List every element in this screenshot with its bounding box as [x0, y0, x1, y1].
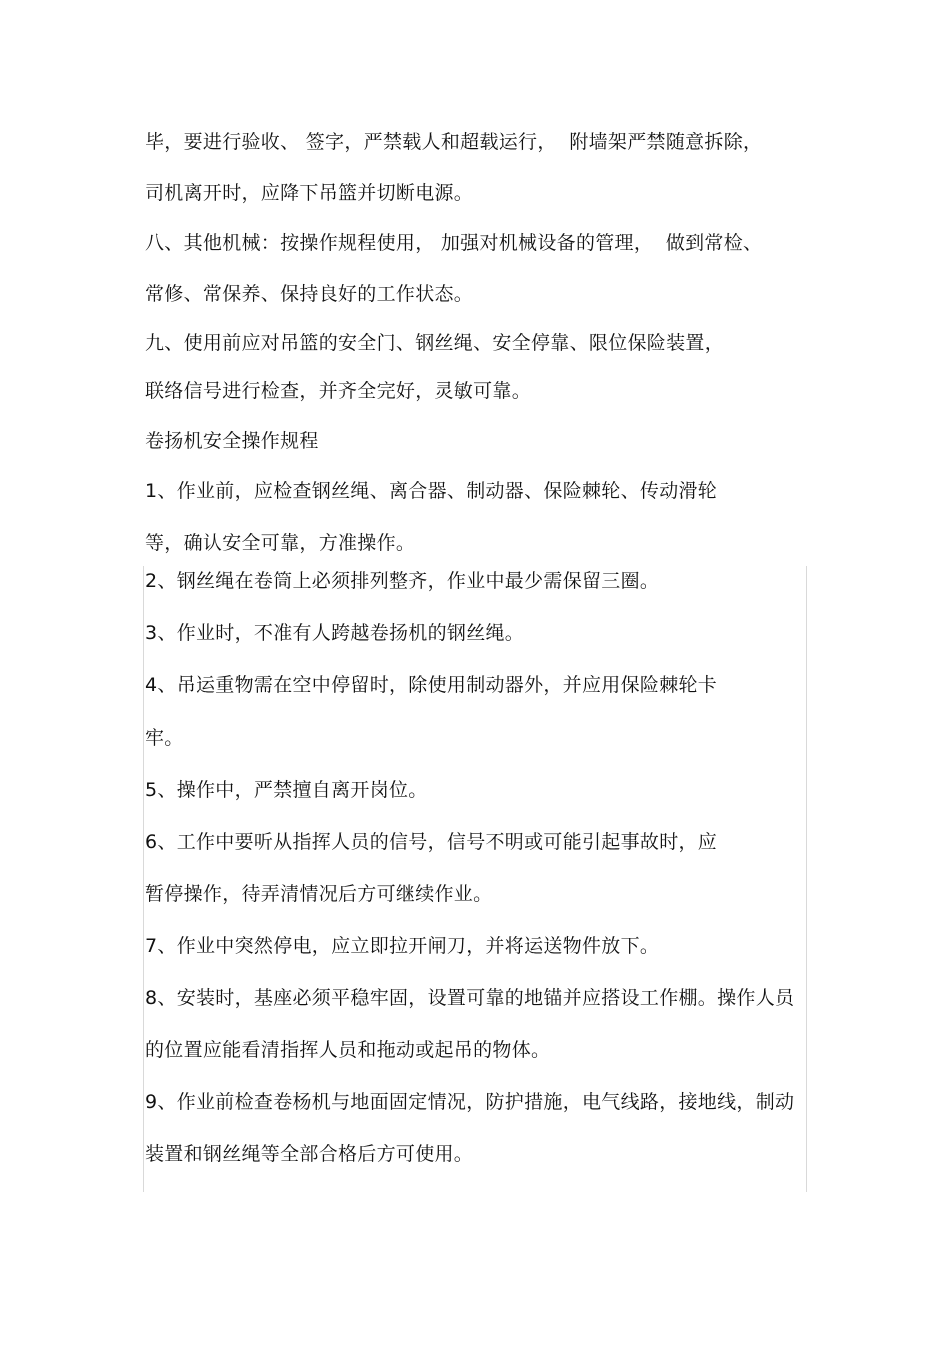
text-line: 6、工作中要听从指挥人员的信号，信号不明或可能引起事故时，应 — [145, 831, 718, 853]
text-line: 4、吊运重物需在空中停留时，除使用制动器外，并应用保险棘轮卡 — [145, 674, 718, 696]
right-margin-rule — [806, 566, 807, 1192]
text-line: 八、其他机械：按操作规程使用， 加强对机械设备的管理， 做到常检、 — [145, 232, 763, 254]
text-line: 暂停操作，待弄清情况后方可继续作业。 — [145, 883, 493, 905]
text-line: 2、钢丝绳在卷筒上必须排列整齐，作业中最少需保留三圈。 — [145, 570, 660, 592]
text-line: 1、作业前，应检查钢丝绳、离合器、制动器、保险棘轮、传动滑轮 — [145, 480, 718, 502]
text-line: 5、操作中，严禁擅自离开岗位。 — [145, 779, 428, 801]
text-line: 的位置应能看清指挥人员和拖动或起吊的物体。 — [145, 1039, 551, 1061]
text-line: 7、作业中突然停电，应立即拉开闸刀，并将运送物件放下。 — [145, 935, 660, 957]
section-heading: 卷扬机安全操作规程 — [145, 430, 319, 452]
text-line: 装置和钢丝绳等全部合格后方可使用。 — [145, 1143, 474, 1165]
text-line: 牢。 — [145, 727, 184, 749]
left-margin-rule — [143, 566, 144, 1192]
text-line: 等，确认安全可靠，方准操作。 — [145, 532, 416, 554]
text-line: 联络信号进行检查，并齐全完好，灵敏可靠。 — [145, 380, 532, 402]
text-line: 九、使用前应对吊篮的安全门、钢丝绳、安全停靠、限位保险装置， — [145, 332, 725, 354]
text-line: 8、安装时，基座必须平稳牢固，设置可靠的地锚并应搭设工作棚。操作人员 — [145, 987, 795, 1009]
text-line: 毕，要进行验收、 签字，严禁载人和超载运行， 附墙架严禁随意拆除， — [145, 131, 763, 153]
text-line: 9、作业前检查卷杨机与地面固定情况，防护措施，电气线路，接地线，制动 — [145, 1091, 795, 1113]
text-line: 3、作业时，不准有人跨越卷扬机的钢丝绳。 — [145, 622, 525, 644]
text-line: 常修、常保养、保持良好的工作状态。 — [145, 283, 474, 305]
text-line: 司机离开时，应降下吊篮并切断电源。 — [145, 182, 474, 204]
